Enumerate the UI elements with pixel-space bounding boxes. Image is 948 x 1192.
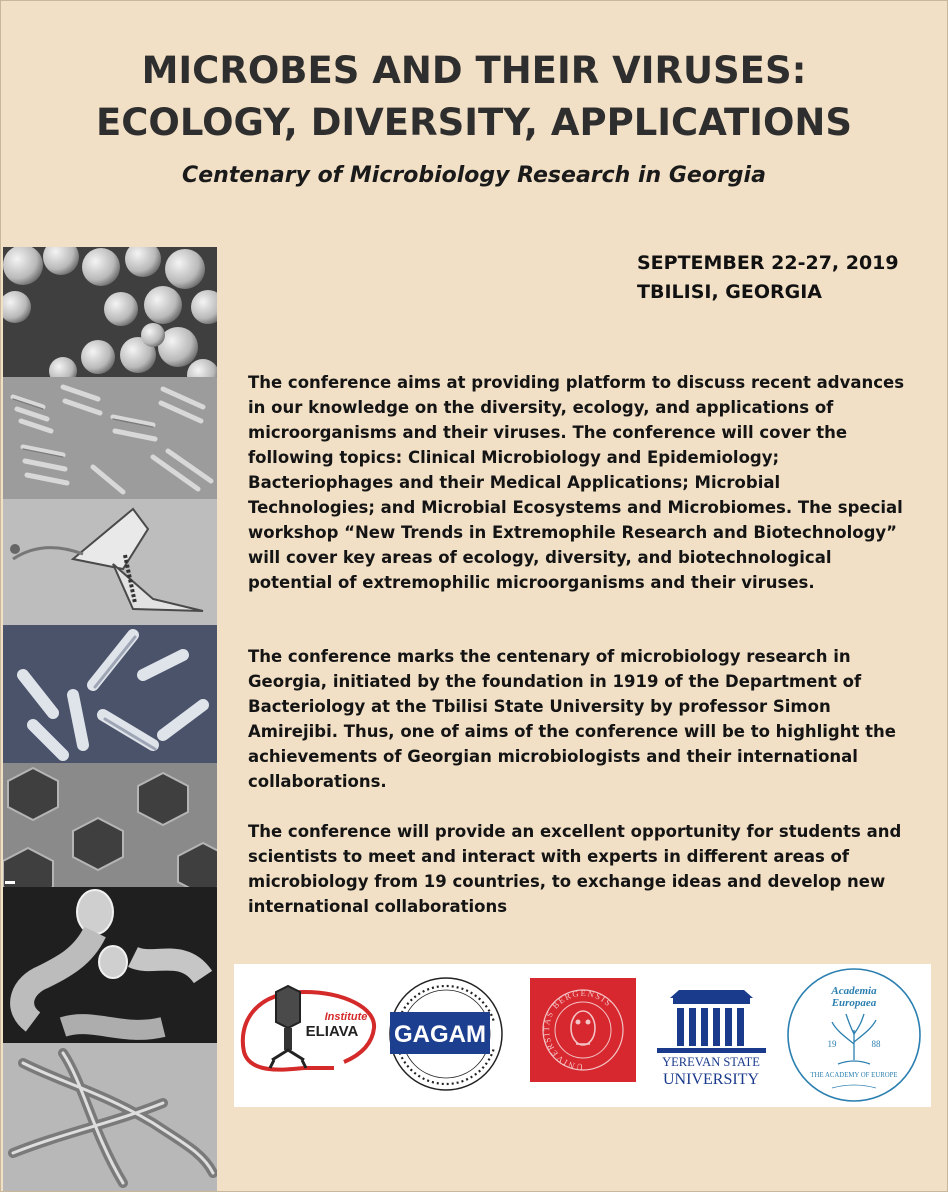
title-line-1: MICROBES AND THEIR VIRUSES: bbox=[141, 49, 807, 92]
photo-capsids bbox=[3, 763, 217, 887]
photo-rods-tem bbox=[3, 377, 217, 499]
academia-year-left: 19 bbox=[827, 1039, 837, 1049]
photo-rods-sem bbox=[3, 625, 217, 763]
title-line-2: ECOLOGY, DIVERSITY, APPLICATIONS bbox=[95, 101, 853, 144]
microscopy-photo-strip bbox=[3, 247, 217, 1191]
academia-footer: THE ACADEMY OF EUROPE bbox=[810, 1072, 898, 1079]
event-location: TBILISI, GEORGIA bbox=[637, 281, 822, 303]
gagam-logo[interactable] bbox=[384, 964, 509, 1107]
event-dates: SEPTEMBER 22-27, 2019 bbox=[637, 252, 899, 274]
partner-logos bbox=[234, 964, 931, 1107]
conference-subtitle: Centenary of Microbiology Research in Georgia bbox=[182, 163, 766, 188]
eliava-label: ELIAVA bbox=[305, 1023, 359, 1040]
photo-filaments bbox=[3, 1043, 217, 1191]
event-info bbox=[637, 249, 899, 307]
ysu-line2: UNIVERSITY bbox=[663, 1071, 759, 1088]
university-of-bergen-logo[interactable] bbox=[530, 964, 636, 1107]
academia-year-right: 88 bbox=[871, 1039, 881, 1049]
academia-line1: Academia bbox=[831, 985, 877, 997]
ysu-line1: YEREVAN STATE bbox=[662, 1055, 760, 1069]
photo-phage-tem bbox=[3, 499, 217, 625]
photo-cocci bbox=[3, 247, 217, 377]
yerevan-state-university-logo[interactable] bbox=[649, 964, 774, 1107]
academia-europaea-logo[interactable] bbox=[782, 964, 926, 1107]
eliava-sublabel: Institute bbox=[324, 1011, 368, 1023]
paragraph-aims: The conference aims at providing platform to discuss recent advances in our knowledge on the diversity, ecology, and applications of microorganisms and their viruses. The conference will cover the following topics: Clinical Microbiology and Epidemiology; Bacteriophages and their Medical Applications; Microbial Technologies; and Microbial Ecosystems and Microbiomes. The special workshop “New Trends in Extremophile Research and Biotechnology” will cover key areas of ecology, diversity, and biotechnological potential of extremophilic microorganisms and their viruses. bbox=[248, 373, 905, 592]
photo-budding-cells bbox=[3, 887, 217, 1043]
conference-title bbox=[1, 45, 947, 149]
bergen-ring-text: UNIVERSITAS BERGENSIS bbox=[540, 987, 615, 1073]
gagam-label: GAGAM bbox=[394, 1021, 486, 1048]
academia-line2: Europaea bbox=[831, 997, 877, 1009]
eliava-institute-logo[interactable] bbox=[234, 964, 379, 1107]
paragraph-centenary: The conference marks the centenary of microbiology research in Georgia, initiated by the foundation in 1919 of the Department of Bacteriology at the Tbilisi State University by professor Simon Amirejibi. Thus, one of aims of the conference will be to highlight the achievements of Georgian microbiologists and their international collaborations. bbox=[248, 647, 896, 791]
paragraph-opportunity: The conference will provide an excellent opportunity for students and scientists to meet and interact with experts in different areas of microbiology from 19 countries, to exchange ideas and develop new international collaborations bbox=[248, 822, 902, 916]
